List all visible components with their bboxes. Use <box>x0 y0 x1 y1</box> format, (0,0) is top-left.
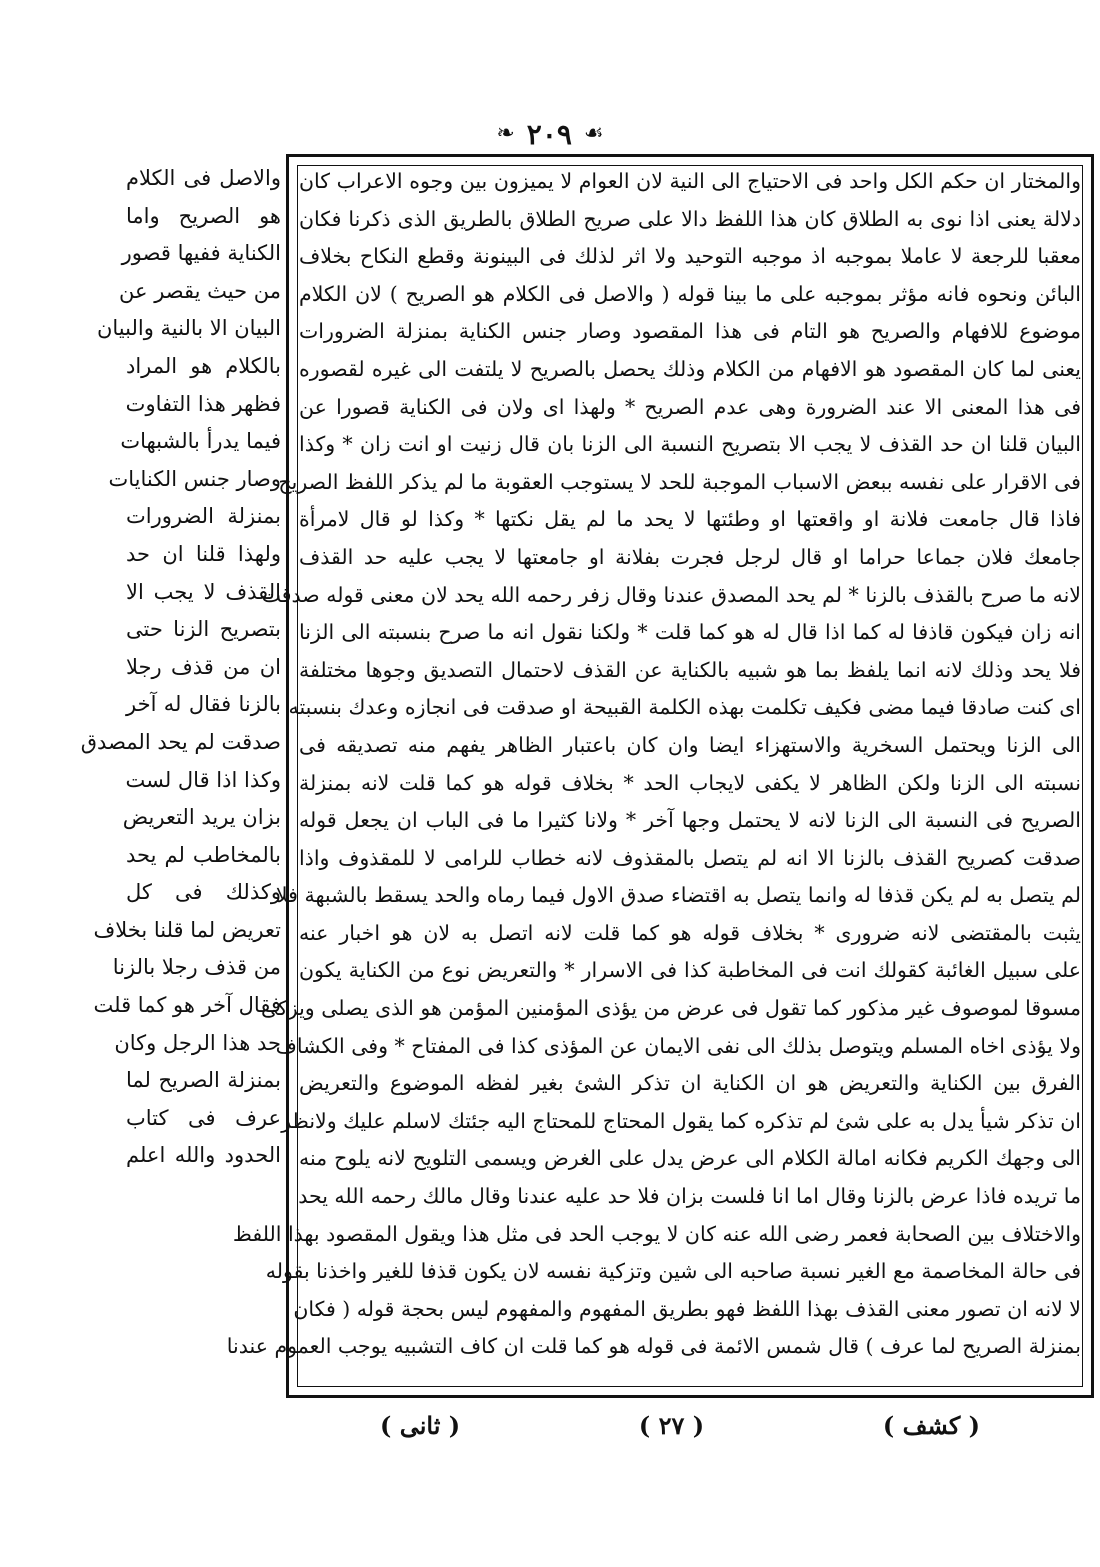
main-text-line: موضوع للافهام والصريح هو التام فى هذا المقصود وصار جنس الكناية بمنزلة الضرورات <box>299 319 1081 344</box>
page-header <box>0 112 1100 156</box>
margin-text-line: فظهر هذا التفاوت <box>125 391 281 416</box>
main-text-line: فى الاقرار على نفسه ببعض الاسباب الموجبة للحد لا يستوجب العقوبة ما لم يذكر اللفظ الصريح <box>278 469 1081 494</box>
footer-signature-left: ( ثانى ) <box>380 1410 461 1440</box>
margin-text-line: الكناية ففيها قصور <box>121 241 281 266</box>
margin-commentary <box>80 160 281 1240</box>
page-number: ٢٠٩ <box>526 117 572 151</box>
main-text-line: فلا يحد وذلك لانه انما يلفظ بما هو شبيه بالكناية عن القذف لاحتمال التصديق وجوها مختلفة <box>299 657 1081 682</box>
margin-text-line: فيما يدرأ بالشبهات <box>120 429 281 454</box>
footer-signature-right: ( كشف ) <box>882 1410 980 1440</box>
main-text-line: الى وجهك الكريم فكانه امالة الكلام الى عرض يدل على الغرض ويسمى التلويح لانه يلوح منه <box>299 1146 1081 1171</box>
margin-text-line: بزان يريد التعريض <box>122 805 281 830</box>
margin-text-line: من قذف رجلا بالزنا <box>112 955 281 980</box>
margin-text-line: بالزنا فقال له آخر <box>126 692 281 717</box>
margin-text-line: بتصريح الزنا حتى <box>126 617 281 642</box>
main-text-line: الفرق بين الكناية والتعريض هو ان الكناية ان تذكر الشئ بغير لفظه الموضوع والتعريض <box>299 1071 1081 1096</box>
margin-text-line: بالكلام هو المراد <box>126 353 281 378</box>
main-text-line: فاذا قال جامعت فلانة او واقعتها او وطئتها لا يحد ما لم يقل نكتها * وكذا لو قال لامرأة <box>299 507 1081 532</box>
margin-text-line: وكذا اذا قال لست <box>125 767 281 792</box>
margin-text-line: ان من قذف رجلا <box>126 654 281 679</box>
main-text-line: الصريح فى النسبة الى الزنا لانه لا يحتمل وجها آخر * ولانا كثيرا ما فى الباب ان يجعل قوله <box>299 808 1081 833</box>
main-text-line: لم يتصل به لم يكن قذفا له وانما يتصل به اقتضاء صدق الاول فيما رماه والحد يسقط بالشبهة فلا <box>275 883 1081 908</box>
main-text <box>226 163 1081 1391</box>
main-text-line: صدقت كصريح القذف بالزنا الا انه لم يتصل بالمقذوف لانه خطاب للرامى لا للمقذوف واذا <box>299 845 1081 870</box>
margin-text-line: صدقت لم يحد المصدق <box>80 729 281 754</box>
margin-text-line: حد هذا الرجل وكان <box>114 1030 281 1055</box>
margin-text-line: والاصل فى الكلام <box>126 166 281 190</box>
main-text-line: البائن ونحوه فانه مؤثر بموجبه على ما بينا قوله ( والاصل فى الكلام هو الصريح ) لان الكلام <box>299 281 1081 306</box>
main-text-line: ان تذكر شيأ يدل به على شئ لم تذكره كما يقول المحتاج للمحتاج اليه جئتك لاسلم عليك ولانظر <box>281 1108 1081 1133</box>
main-text-line: جامعك فلان جماعا حراما او قال لرجل فجرت بفلانة او جامعتها لا يجب عليه حد القذف <box>299 544 1081 569</box>
main-text-line: بمنزلة الصريح لما عرف ) قال شمس الائمة فى قوله هو كما قلت ان كاف التشبيه يوجب العموم عندنا <box>226 1334 1081 1359</box>
margin-text-line: وصار جنس الكنايات <box>108 466 281 491</box>
footer-signature-center: ( ٢٧ ) <box>638 1410 705 1440</box>
main-text-line: لانه ما صرح بالقذف بالزنا * لم يحد المصدق عندنا وقال زفر رحمه الله يحد لان معنى قوله صدقت <box>261 582 1081 607</box>
main-text-line: والاختلاف بين الصحابة فعمر رضى الله عنه كان لا يوجب الحد فى مثل هذا ويقول المقصود بهذا اللفظ <box>232 1221 1081 1246</box>
main-text-line: البيان قلنا ان حد القذف لا يجب الا بتصريح النسبة الى الزنا بان قال زنيت او انت زان * وكذا <box>299 432 1081 457</box>
margin-text-line: بمنزلة الصريح لما <box>126 1068 281 1093</box>
ornament-left-icon: ❧ <box>496 121 515 146</box>
margin-text-line: هو الصريح واما <box>126 203 281 228</box>
main-text-line: على سبيل الغائبة كقولك انت فى المخاطبة كذا فى الاسرار * والتعريض نوع من الكناية يكون <box>299 958 1081 983</box>
margin-text-line: بمنزلة الضرورات <box>126 504 281 529</box>
margin-text-line: وكذلك فى كل <box>126 880 281 905</box>
main-text-line: اى كنت صادقا فيما مضى فكيف تكلمت بهذه الكلمة القبيحة او صدقت فى انجازه وعدك بنسبته <box>288 695 1081 720</box>
main-text-line: فى هذا المعنى الا عند الضرورة وهى عدم الصريح * ولهذا اى ولان فى الكناية قصورا عن <box>299 394 1081 419</box>
margin-text-line: الحدود والله اعلم <box>126 1143 281 1168</box>
margin-text-line: البيان الا بالنية والبيان <box>96 316 281 341</box>
main-text-line: نسبته الى الزنا ولكن الظاهر لا يكفى لايجاب الحد * بخلاف قوله هو كما قلت لانه بمنزلة <box>299 770 1081 795</box>
main-text-line: فى حالة المخاصمة مع الغير نسبة صاحبه الى شين وتزكية نفسه لان يكون قذفا للغير واخذنا بقوله <box>265 1259 1081 1284</box>
main-text-line: ولا يؤذى اخاه المسلم ويتوصل بذلك الى نفى الايمان عن المؤذى كذا فى المفتاح * وفى الكشاف <box>275 1033 1081 1058</box>
main-text-line: معقبا للرجعة لا عاملا بموجبه اذ موجبه التوحيد ولا اثر لذلك فى البينونة وقطع النكاح بخلاف <box>299 244 1081 269</box>
ornament-right-icon: ☙ <box>583 121 604 146</box>
margin-text-line: عرف فى كتاب <box>126 1105 281 1130</box>
main-text-frame <box>226 154 1094 1398</box>
margin-text-line: تعريض لما قلنا بخلاف <box>93 917 281 942</box>
main-text-line: مسوقا لموصوف غير مذكور كما تقول فى عرض من يؤذى المؤمنين المؤمن هو الذى يصلى ويزكى <box>260 996 1081 1021</box>
main-text-line: دلالة يعنى اذا نوى به الطلاق كان هذا اللفظ دالا على صريح الطلاق بالطريق الذى ذكرنا فكان <box>299 206 1081 231</box>
margin-text-line: من حيث يقصر عن <box>119 278 281 303</box>
main-text-line: الى الزنا ويحتمل السخرية والاستهزاء ايضا وان كان باعتبار الظاهر يفهم منه تصديقه فى <box>299 732 1081 757</box>
main-text-line: ما تريده فاذا عرض بالزنا وقال اما انا فلست بزان فلا حد عليه عندنا وقال مالك رحمه الله يحد <box>298 1184 1081 1209</box>
main-text-line: يثبت بالمقتضى لانه ضرورى * بخلاف قوله هو كما قلت لانه اتصل به لان هو اخبار عنه <box>299 920 1081 945</box>
margin-text-line: القذف لا يجب الا <box>126 579 281 604</box>
main-text-line: لا لانه ان تصور معنى القذف بهذا اللفظ فهو بطريق المفهوم والمفهوم ليس بحجة قوله ( فكان <box>293 1296 1081 1321</box>
main-text-line: والمختار ان حكم الكل واحد فى الاحتياج الى النية لان العوام لا يميزون بين وجوه الاعراب كان <box>299 169 1081 193</box>
margin-text-line: فقال آخر هو كما قلت <box>93 993 281 1018</box>
margin-text-line: ولهذا قلنا ان حد <box>126 541 281 566</box>
main-text-line: انه زان فيكون قاذفا له كما اذا قال له هو كما قلت * ولكنا نقول انه ما صرح بنسبته الى الزنا <box>299 620 1081 645</box>
page-footer <box>380 1405 980 1445</box>
main-text-line: يعنى لما كان المقصود هو الافهام من الكلام وذلك يحصل بالصريح لا يلتفت الى غيره لقصوره <box>299 356 1081 381</box>
margin-text-line: بالمخاطب لم يحد <box>126 842 281 867</box>
